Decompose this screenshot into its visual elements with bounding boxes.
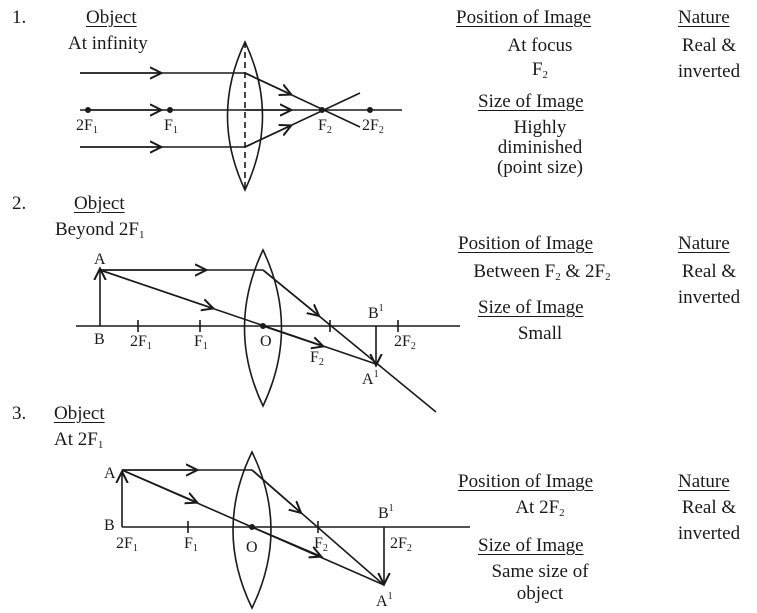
label-o: O xyxy=(260,333,272,350)
diagram-3-ray-center-arrow2 xyxy=(252,527,320,556)
label-a: A xyxy=(94,251,106,268)
label-2f1: 2F1 xyxy=(116,535,138,554)
label-b1: $B^1$ xyxy=(368,303,384,322)
case-2-number: 2. xyxy=(12,193,27,214)
case-3-nature-heading: Nature xyxy=(678,471,730,492)
case-1-position-line: At focus xyxy=(507,35,573,56)
label-b: B xyxy=(104,517,115,534)
label-2f2: 2F2 xyxy=(390,535,412,554)
case-1-nature-heading: Nature xyxy=(678,7,730,28)
diagram-3-ray-center-arrow1 xyxy=(122,470,196,502)
label-b1: $B^1$ xyxy=(378,503,394,522)
label-f2: F2 xyxy=(314,535,328,554)
diagram-1-point-2f2 xyxy=(368,108,372,112)
case-3-object-heading: Object xyxy=(54,403,105,424)
case-1-number: 1. xyxy=(12,7,27,28)
case-1-size-line: diminished xyxy=(497,137,583,158)
case-3-size-heading: Size of Image xyxy=(478,535,584,556)
case-1-nature-line: inverted xyxy=(677,61,741,82)
case-2-position-heading: Position of Image xyxy=(458,233,594,254)
case-1-object-heading: Object xyxy=(86,7,137,28)
case-1-position-heading: Position of Image xyxy=(456,7,592,28)
case-1-size-line: (point size) xyxy=(496,157,583,178)
case-3-size-line: Same size of xyxy=(491,561,589,582)
label-2f1: 2F1 xyxy=(130,333,152,352)
diagram-1-ray-top-out-arrow xyxy=(245,73,290,94)
diagram-1-point-2f1 xyxy=(86,108,90,112)
case-2-object-heading: Object xyxy=(74,193,125,214)
case-3-object-position: At $2F_1$ xyxy=(54,429,104,451)
diagram-1-point-f2 xyxy=(320,108,324,112)
case-3-size-line: object xyxy=(516,583,564,604)
case-1-position-focus: $F_2$ xyxy=(531,59,549,81)
case-2-nature-heading: Nature xyxy=(678,233,730,254)
case-1-nature-line: Real & xyxy=(681,35,737,56)
label-f1: F1 xyxy=(184,535,198,554)
case-1-size-heading: Size of Image xyxy=(478,91,584,112)
case-2-nature-line: inverted xyxy=(677,287,741,308)
case-3-position-heading: Position of Image xyxy=(458,471,594,492)
case-3-number: 3. xyxy=(12,403,27,424)
diagram-2-point-o xyxy=(261,324,265,328)
case-2-size-heading: Size of Image xyxy=(478,297,584,318)
label-2f2: 2F2 xyxy=(362,117,384,136)
label-a1: $A^1$ xyxy=(376,591,393,610)
label-f1: F1 xyxy=(164,117,178,136)
diagram-1-ray-bot-out-arrow xyxy=(245,126,290,147)
diagram-1 xyxy=(80,42,402,190)
diagram-2-ray-center-arrow2 xyxy=(263,326,322,346)
diagram-1-point-f1 xyxy=(168,108,172,112)
diagram-2 xyxy=(76,250,460,412)
diagram-2-ray-refracted-arrow xyxy=(263,270,318,315)
label-2f1: 2F1 xyxy=(76,117,98,136)
diagram-1-labels xyxy=(76,117,384,136)
diagram-3-labels xyxy=(104,465,412,610)
diagram-3 xyxy=(122,452,470,608)
case-1-object-position: At infinity xyxy=(68,33,148,54)
label-f2: F2 xyxy=(310,349,324,368)
diagram-3-ray-refracted-arrow xyxy=(252,470,300,512)
label-f1: F1 xyxy=(194,333,208,352)
label-2f2: 2F2 xyxy=(394,333,416,352)
case-3-position-text: At $2F_2$ xyxy=(515,497,565,519)
case-3-nature-line: Real & xyxy=(681,497,737,518)
label-a: A xyxy=(104,465,116,482)
case-2-object-position: Beyond $2F_1$ xyxy=(55,219,145,241)
diagram-2-ray-center-arrow1 xyxy=(100,270,212,308)
case-2-size-line: Small xyxy=(517,323,563,344)
case-3-nature-line: inverted xyxy=(677,523,741,544)
diagram-3-point-o xyxy=(250,525,254,529)
label-f2: F2 xyxy=(318,117,332,136)
case-2-position-text: Between $F_2$ & $2F_2$ xyxy=(473,261,611,283)
case-1-size-line: Highly xyxy=(513,117,567,138)
label-a1: $A^1$ xyxy=(362,369,379,388)
label-o: O xyxy=(246,539,258,556)
label-b: B xyxy=(94,331,105,348)
case-2-nature-line: Real & xyxy=(681,261,737,282)
